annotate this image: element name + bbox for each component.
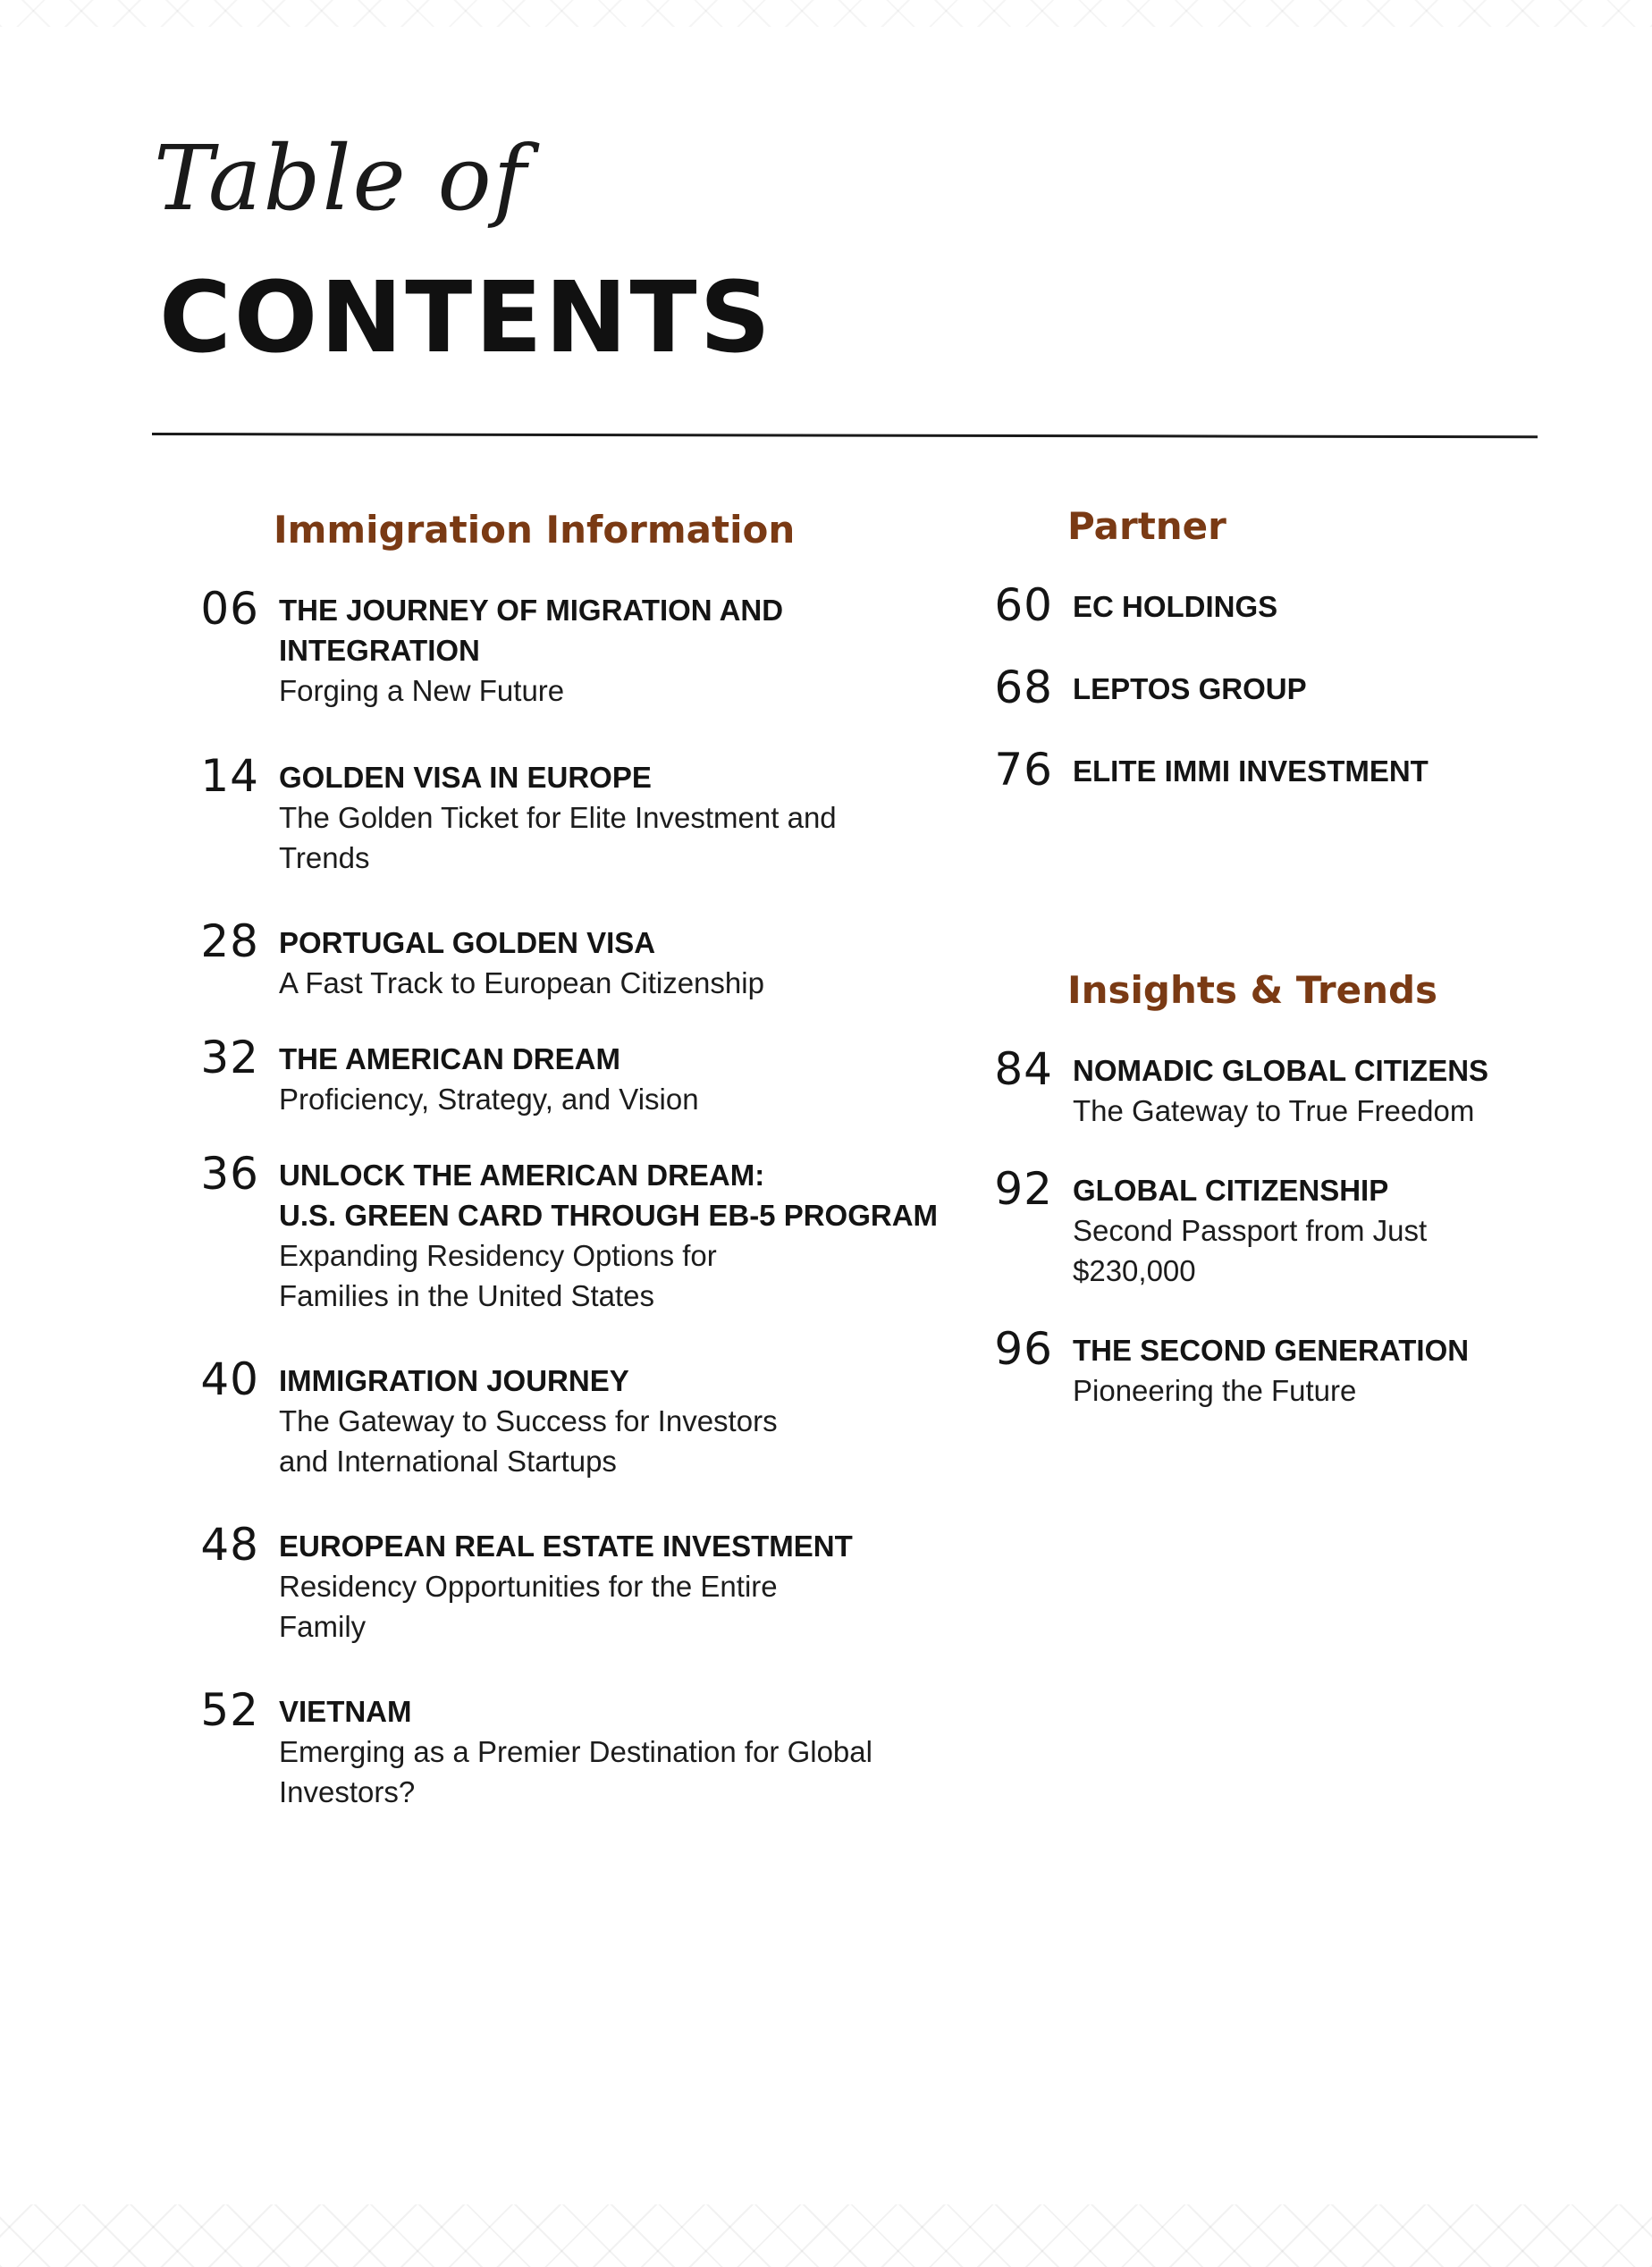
entry-text xyxy=(279,588,783,711)
toc-entry[interactable] xyxy=(161,1519,912,1647)
section-heading-insights: Insights & Trends xyxy=(1067,968,1438,1013)
section-heading-partner: Partner xyxy=(1067,504,1226,548)
entry-text xyxy=(1073,1168,1427,1291)
entry-subtitle: Second Passport from Just xyxy=(1073,1214,1428,1248)
entry-title: GLOBAL CITIZENSHIP xyxy=(1073,1174,1389,1208)
entry-text xyxy=(279,921,764,1003)
entry-subtitle: Family xyxy=(279,1610,367,1644)
entry-subtitle: The Gateway to Success for Investors xyxy=(279,1404,778,1438)
decorative-pattern-top xyxy=(0,0,1652,27)
entry-title: IMMIGRATION JOURNEY xyxy=(279,1364,629,1398)
entry-text xyxy=(1073,585,1277,627)
entry-text xyxy=(1073,749,1429,791)
entry-subtitle: Emerging as a Premier Destination for Global xyxy=(279,1735,872,1769)
toc-entry[interactable] xyxy=(955,1323,1527,1411)
entry-title: INTEGRATION xyxy=(279,634,480,668)
toc-entry[interactable] xyxy=(955,579,1527,632)
toc-entry[interactable] xyxy=(955,1163,1527,1291)
page-number: 48 xyxy=(200,1519,259,1572)
entry-text xyxy=(279,1153,938,1316)
entry-subtitle: Expanding Residency Options for xyxy=(279,1239,717,1273)
toc-entry[interactable] xyxy=(161,915,912,1003)
entry-subtitle: Proficiency, Strategy, and Vision xyxy=(279,1083,699,1117)
page-number: 68 xyxy=(994,662,1053,714)
page-number: 96 xyxy=(994,1323,1053,1376)
page-number: 14 xyxy=(200,750,259,803)
entry-title: ELITE IMMI INVESTMENT xyxy=(1073,754,1429,788)
entry-text xyxy=(1073,1328,1469,1411)
entry-title: EUROPEAN REAL ESTATE INVESTMENT xyxy=(279,1530,853,1563)
script-title: Table of xyxy=(154,126,528,231)
entry-text xyxy=(1073,667,1307,709)
section-heading-immigration: Immigration Information xyxy=(274,508,796,552)
toc-entry[interactable] xyxy=(161,750,912,878)
page-number: 28 xyxy=(200,915,259,968)
entry-subtitle: The Gateway to True Freedom xyxy=(1073,1094,1475,1128)
toc-entry[interactable] xyxy=(161,1353,912,1481)
page-number: 52 xyxy=(200,1684,259,1737)
entry-subtitle: Residency Opportunities for the Entire xyxy=(279,1570,778,1604)
page-number: 60 xyxy=(994,579,1053,632)
entry-subtitle: Forging a New Future xyxy=(279,674,565,708)
entry-text xyxy=(279,1690,872,1812)
entry-text xyxy=(279,755,837,878)
entry-text xyxy=(279,1037,699,1119)
main-title: CONTENTS xyxy=(159,260,773,375)
entry-subtitle: The Golden Ticket for Elite Investment and xyxy=(279,801,837,835)
entry-subtitle: A Fast Track to European Citizenship xyxy=(279,966,764,1000)
page-number: 32 xyxy=(200,1032,259,1084)
entry-text xyxy=(279,1359,778,1481)
entry-title: U.S. GREEN CARD THROUGH EB-5 PROGRAM xyxy=(279,1199,939,1233)
toc-entry[interactable] xyxy=(161,583,912,711)
page-number: 06 xyxy=(200,583,259,636)
page-number: 40 xyxy=(200,1353,259,1406)
entry-title: GOLDEN VISA IN EUROPE xyxy=(279,761,652,795)
toc-entry[interactable] xyxy=(955,744,1527,796)
entry-title: UNLOCK THE AMERICAN DREAM: xyxy=(279,1159,765,1192)
entry-title: THE JOURNEY OF MIGRATION AND xyxy=(279,594,784,628)
toc-entry[interactable] xyxy=(161,1148,939,1316)
entry-subtitle: Trends xyxy=(279,841,370,875)
page-number: 36 xyxy=(200,1148,259,1201)
toc-entry[interactable] xyxy=(955,1043,1527,1131)
toc-entry[interactable] xyxy=(161,1684,912,1812)
entry-title: VIETNAM xyxy=(279,1695,412,1729)
page-number: 76 xyxy=(994,744,1053,796)
entry-text xyxy=(1073,1049,1488,1131)
entry-title: PORTUGAL GOLDEN VISA xyxy=(279,926,656,960)
immigration-information-column xyxy=(161,508,939,1812)
entry-title: THE SECOND GENERATION xyxy=(1073,1334,1470,1368)
entry-title: THE AMERICAN DREAM xyxy=(279,1042,620,1076)
toc-entry[interactable] xyxy=(161,1032,912,1119)
entry-title: LEPTOS GROUP xyxy=(1073,672,1307,706)
entry-subtitle: $230,000 xyxy=(1073,1254,1196,1288)
entry-subtitle: Pioneering the Future xyxy=(1073,1374,1357,1408)
decorative-pattern-bottom xyxy=(0,2204,1652,2267)
entry-subtitle: Investors? xyxy=(279,1775,416,1809)
page-number: 92 xyxy=(994,1163,1053,1216)
toc-entry[interactable] xyxy=(955,662,1527,714)
entry-text xyxy=(279,1524,853,1647)
partner-insights-column xyxy=(955,506,1527,1411)
entry-subtitle: and International Startups xyxy=(279,1445,617,1479)
title-divider xyxy=(152,433,1538,438)
entry-title: EC HOLDINGS xyxy=(1073,590,1278,624)
page-number: 84 xyxy=(994,1043,1053,1096)
entry-subtitle: Families in the United States xyxy=(279,1279,655,1313)
entry-title: NOMADIC GLOBAL CITIZENS xyxy=(1073,1054,1489,1088)
